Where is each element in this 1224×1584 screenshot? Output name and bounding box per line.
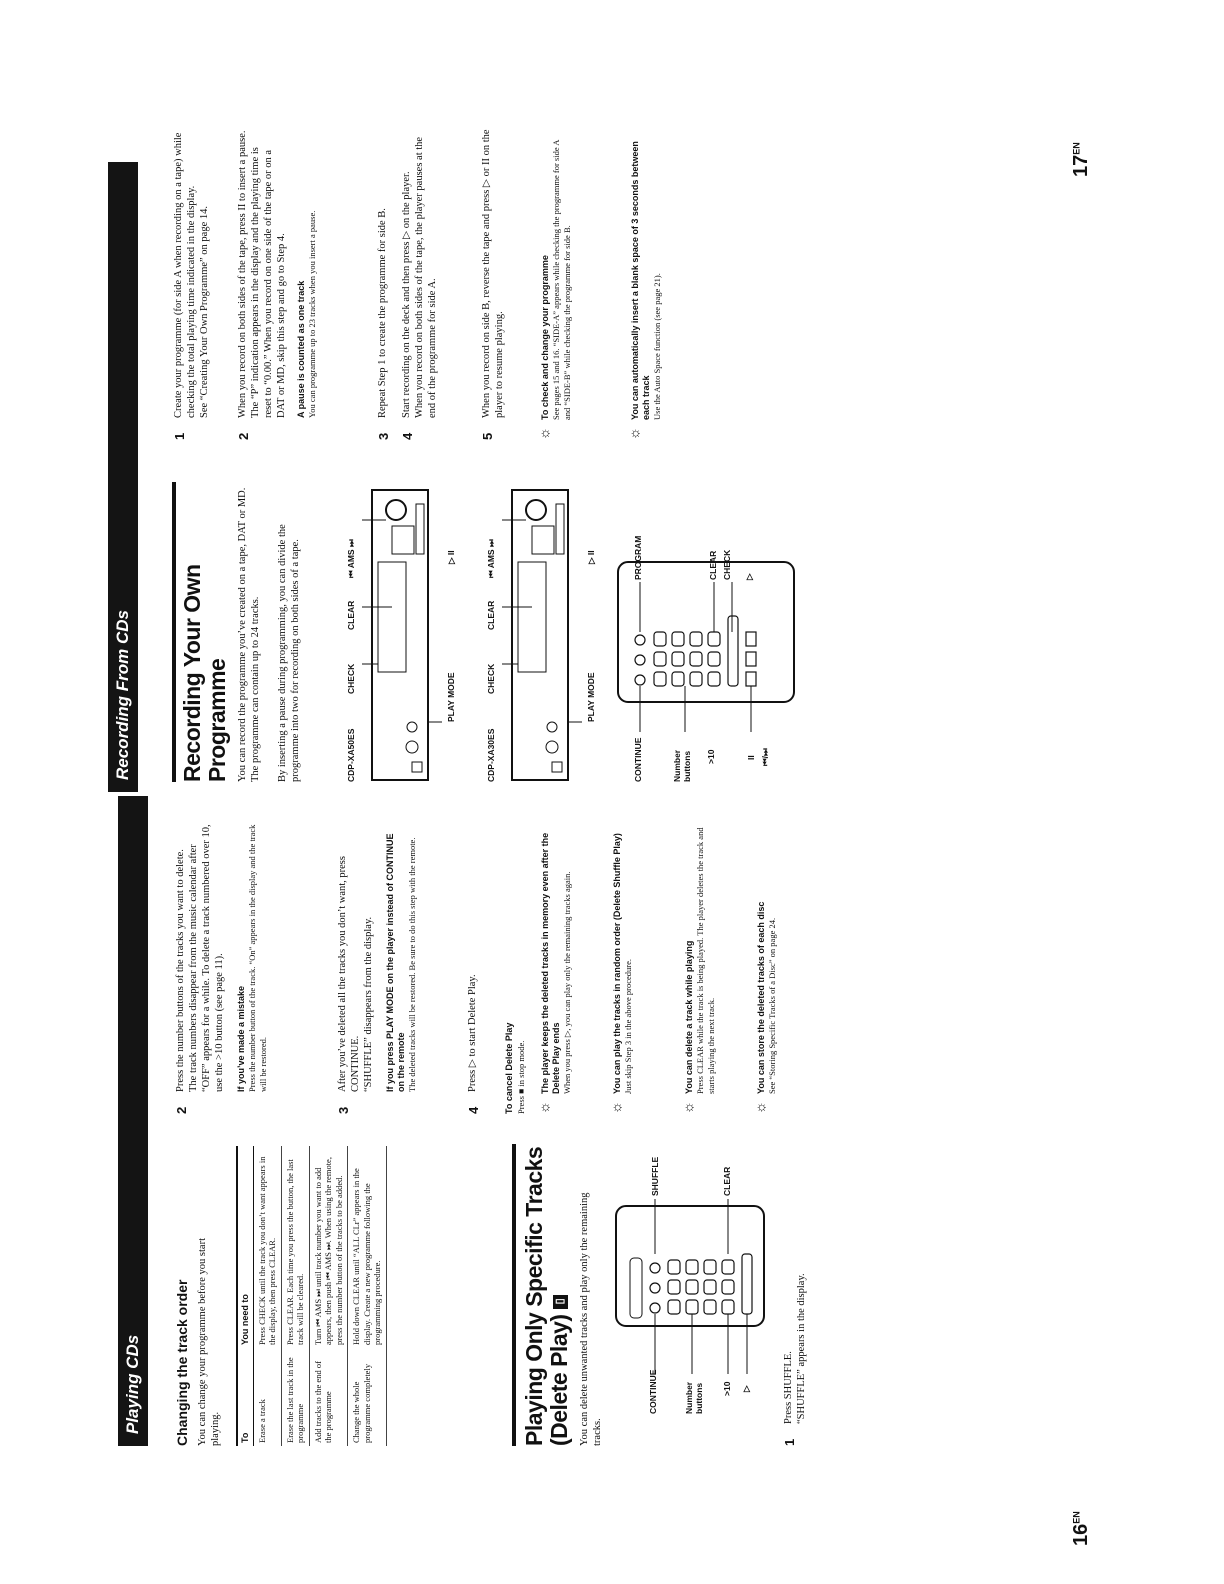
track-order-table (236, 1146, 387, 1446)
table-row: Add tracks to the end of the programme Turn ⏮ AMS ⏭ until track number you want to add appears, then push ⏮ AMS ⏭. When using the remote, press the number button of the tracks to be added. (309, 1146, 348, 1446)
label-play-pause-2: ▷ II (586, 550, 596, 564)
label-number-buttons: Number buttons (684, 1381, 704, 1414)
label-clear: CLEAR (722, 1166, 732, 1196)
label-r-check: CHECK (722, 549, 732, 580)
label-play-mode-2: PLAY MODE (586, 672, 596, 722)
col-need: You need to (237, 1146, 253, 1348)
table-row: Erase a track Press CHECK until the track you don’t want appears in the display, then press CLEAR. (253, 1146, 281, 1446)
player-xa30es-diagram (502, 482, 582, 782)
tip-check-change: ☼ To check and change your programme See pages 15 and 16. “SIDE-A” appears while checking the programme for side A and “SIDE-B” while checking the programme for side B. (538, 140, 572, 440)
tip-auto-space: ☼ You can automatically insert a blank space of 3 seconds between each track Use the Auto Space function (see page 21). (628, 141, 662, 440)
heading-rule (172, 482, 176, 782)
label-ams-2: ⏮ AMS ⏭ (486, 539, 496, 578)
tip-deleted-memory: ☼ The player keeps the deleted tracks in memory even after the Delete Play ends When you press ▷, you can play only the remaining tracks again. (538, 832, 572, 1114)
step-5: 5 When you record on side B, reverse the tape and press ▷ or II on the player to resume playing. (480, 129, 505, 440)
cancel-text: Press ■ in stop mode. (516, 1040, 526, 1114)
step-1: 1 Create your programme (for side A when recording on a tape) while checking the total playing time indicated in the display. See “Creating Your Own Programme” on page 14. (172, 132, 210, 440)
model-xa30es: CDP-XA30ES (486, 728, 496, 782)
recording-intro-2: By inserting a pause during programming, you can divide the programme into two for recording on both sides of a tape. (277, 524, 301, 782)
step-1: 1 Press SHUFFLE. “SHUFFLE” appears in the display. (782, 1273, 807, 1446)
label-ams: ⏮ AMS ⏭ (346, 539, 356, 578)
label-program: PROGRAM (633, 535, 643, 580)
tip-store-deleted: ☼ You can store the deleted tracks of each disc See “Storing Specific Tracks of a Disc” on page 24. (754, 901, 777, 1114)
step-3: 3 Repeat Step 1 to create the programme for side B. (376, 208, 391, 440)
step-2: 2 When you record on both sides of the tape, press II to insert a pause. The “P” indication appears in the display and the playing time is reset to “0.00.” When you record on one side of the tape or on a DAT or MD, skip this step and go to Step 4. A pause is counted as one track You can programme up to 23 tracks when you insert a pause. (236, 130, 317, 440)
label-ten-button: >10 (722, 1381, 732, 1396)
table-row: Erase the last track in the programme Press CLEAR. Each time you press the button, the last track will be cleared. (281, 1146, 309, 1446)
label-r-play: ▷ (744, 573, 754, 580)
step-4: 4 Start recording on the deck and then press ▷ on the player. When you record on both sides of the tape, the player pauses at the end of the programme for side A. (400, 136, 438, 440)
label-play-pause: ▷ II (446, 550, 456, 564)
label-clear: CLEAR (346, 600, 356, 630)
label-ten-button: >10 (706, 749, 716, 764)
step-3: 3 After you’ve deleted all the tracks you don’t want, press CONTINUE. “SHUFFLE” disappears from the display. If you press PLAY MODE on the player instead of CONTINUE on the remote The deleted tracks will be restored. Be sure to do this step with the remote. (336, 833, 417, 1114)
tip-delete-while-playing: ☼ You can delete a track while playing Press CLEAR while the track is being played. The player deletes the track and starts playing the next track. (682, 827, 716, 1114)
label-play-symbol: ▷ (741, 1385, 751, 1392)
lightbulb-icon: ☼ (682, 1101, 697, 1114)
lightbulb-icon: ☼ (538, 1101, 553, 1114)
label-clear-2: CLEAR (486, 600, 496, 630)
lightbulb-icon: ☼ (538, 427, 553, 440)
label-pause: II (746, 755, 756, 760)
heading-rule (512, 1144, 516, 1446)
remote-symbol-icon: ▯ (553, 1295, 568, 1309)
delete-play-intro: You can delete unwanted tracks and play only the remaining tracks. (579, 1192, 603, 1446)
label-check: CHECK (346, 663, 356, 694)
recording-intro-1: You can record the programme you’ve created on a tape, DAT or MD. The programme can contain up to 24 tracks. (237, 487, 261, 782)
heading-recording-programme: Recording Your Own Programme (179, 564, 230, 782)
cancel-heading: To cancel Delete Play (504, 1022, 514, 1114)
label-shuffle: SHUFFLE (650, 1156, 660, 1196)
changing-intro: You can change your programme before you start playing. (197, 1238, 221, 1446)
table-row: Change the whole programme completely Hold down CLEAR until “ALL CLr” appears in the display. Create a new programme following the programming procedure. (348, 1146, 387, 1446)
section-bar-recording: Recording From CDs (108, 162, 138, 792)
heading-delete-play: Playing Only Specific Tracks (Delete Play) ▯ (521, 1146, 572, 1446)
player-xa50es-diagram (362, 482, 442, 782)
heading-changing-track-order: Changing the track order (174, 1279, 190, 1446)
step-2: 2 Press the number buttons of the tracks you want to delete. The track numbers disappear from the music calendar after “OFF” appears for a while. To delete a track numbered over 10, use the >10 button (see page 11). If you’ve made a mistake Press the number button of the track. “On” appears in the display and the track will be restored. (174, 824, 268, 1114)
step-4: 4 Press ▷ to start Delete Play. (466, 974, 481, 1114)
label-continue: CONTINUE (633, 737, 643, 782)
label-continue: CONTINUE (648, 1369, 658, 1414)
tip-random-order: ☼ You can play the tracks in random order (Delete Shuffle Play) Just skip Step 3 in the above procedure. (610, 833, 633, 1114)
page-16 (0, 792, 1224, 1584)
lightbulb-icon: ☼ (754, 1101, 769, 1114)
remote-illustration (610, 482, 800, 732)
label-number-buttons: Number buttons (672, 749, 692, 782)
label-r-clear: CLEAR (708, 550, 718, 580)
page-number: $16^{EN}$ (1070, 1511, 1092, 1546)
label-skip: ⏮/⏭ (760, 748, 770, 766)
lightbulb-icon: ☼ (610, 1101, 625, 1114)
page-number: $17^{EN}$ (1070, 142, 1092, 177)
label-check-2: CHECK (486, 663, 496, 694)
model-xa50es: CDP-XA50ES (346, 728, 356, 782)
lightbulb-icon: ☼ (628, 427, 643, 440)
section-bar-playing-cds: Playing CDs (118, 796, 148, 1446)
col-to: To (237, 1348, 253, 1446)
label-play-mode: PLAY MODE (446, 672, 456, 722)
